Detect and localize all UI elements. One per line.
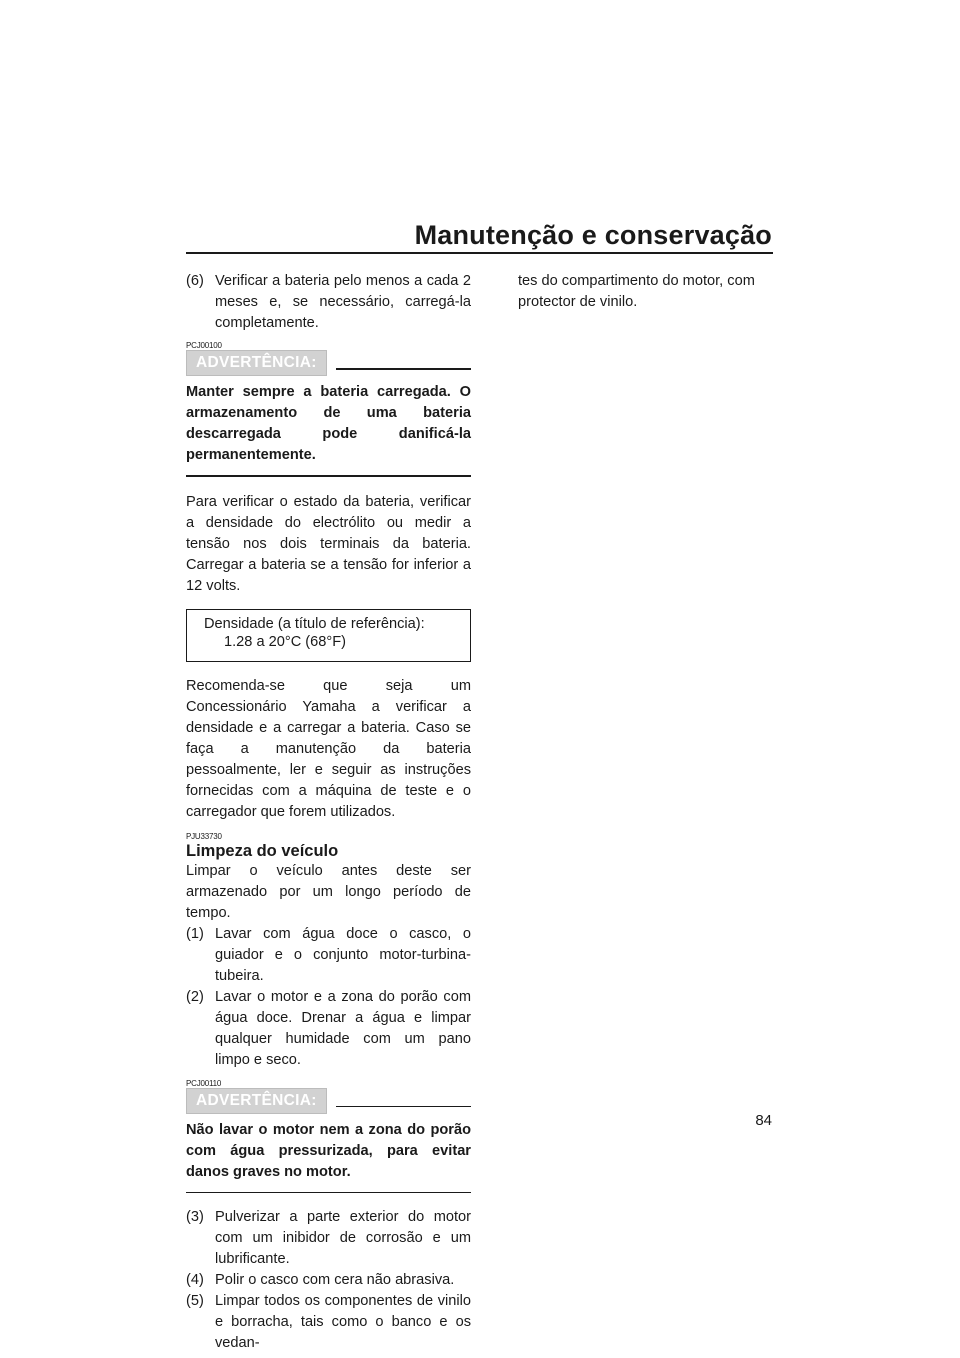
page-number: 84 (755, 1112, 772, 1129)
item-text: Pulverizar a parte exterior do motor com um inibidor de corrosão e um lubrificante. (215, 1209, 471, 1267)
reference-code: PCJ00110 (186, 1078, 222, 1088)
spec-value: 1.28 a 20°C (68°F) (224, 633, 346, 650)
item-text: Verificar a bateria pelo menos a cada 2 meses e, se necessário, carregá-la completamente. (215, 273, 471, 331)
section-title: Limpeza do veículo (186, 841, 339, 860)
item-text: Limpar todos os componentes de vinilo e borracha, tais como o banco e os vedan- (215, 1293, 471, 1351)
list-item (186, 1270, 471, 1291)
spec-label: Densidade (a título de referência): (204, 615, 425, 632)
list-item (186, 1291, 471, 1354)
warning-bottom-rule (186, 1192, 471, 1194)
list-item (186, 924, 471, 987)
warning-block (186, 1079, 471, 1194)
warning-header (186, 350, 471, 376)
warning-label: ADVERTÊNCIA: (186, 350, 327, 376)
paragraph: Recomenda-se que seja um Concessionário Yamaha a verificar a densidade e a carregar a bateria. Caso se faça a manutenção da bateria pessoalmente, ler e seguir as instruções fornecidas com a máquina de teste e o carregador que forem utilizados. (186, 677, 471, 820)
warning-rule (336, 1106, 471, 1108)
warning-rule (336, 368, 471, 370)
item-number: (5) (186, 1293, 204, 1309)
spec-box (186, 609, 471, 662)
list-item (186, 271, 471, 334)
right-column (518, 271, 773, 313)
header-rule (186, 252, 773, 254)
item-text: Lavar o motor e a zona do porão com água doce. Drenar a água e limpar qualquer humidade com um pano limpo e seco. (215, 988, 471, 1068)
warning-bottom-rule (186, 475, 471, 477)
paragraph: Para verificar o estado da bateria, verificar a densidade do electrólito ou medir a tensão nos dois terminais da bateria. Carregar a bateria se a tensão for inferior a 12 volts. (186, 493, 471, 594)
item-number: (4) (186, 1272, 204, 1288)
page-title: Manutenção e conservação (414, 220, 772, 250)
item-number: (3) (186, 1209, 204, 1225)
item-number: (1) (186, 925, 204, 942)
list (186, 1207, 471, 1354)
warning-block (186, 341, 471, 477)
section (186, 832, 471, 1071)
reference-code: PJU33730 (186, 831, 222, 841)
list-item (186, 1207, 471, 1270)
paragraph: Limpar o veículo antes deste ser armazenado por um longo período de tempo. (186, 862, 471, 921)
reference-code: PCJ00100 (186, 341, 222, 350)
list-item (186, 987, 471, 1071)
paragraph: tes do compartimento do motor, com protector de vinilo. (518, 273, 755, 310)
warning-header (186, 1088, 471, 1114)
item-number: (6) (186, 273, 204, 289)
warning-text: Não lavar o motor nem a zona do porão com água pressurizada, para evitar danos graves no motor. (186, 1121, 471, 1180)
item-text: Lavar com água doce o casco, o guiador e o conjunto motor-turbina-tubeira. (215, 925, 471, 984)
warning-label: ADVERTÊNCIA: (186, 1088, 327, 1114)
item-text: Polir o casco com cera não abrasiva. (215, 1272, 455, 1288)
warning-text: Manter sempre a bateria carregada. O armazenamento de uma bateria descarregada pode danificá-la permanentemente. (186, 384, 471, 463)
item-number: (2) (186, 988, 204, 1005)
left-column (186, 271, 471, 1354)
